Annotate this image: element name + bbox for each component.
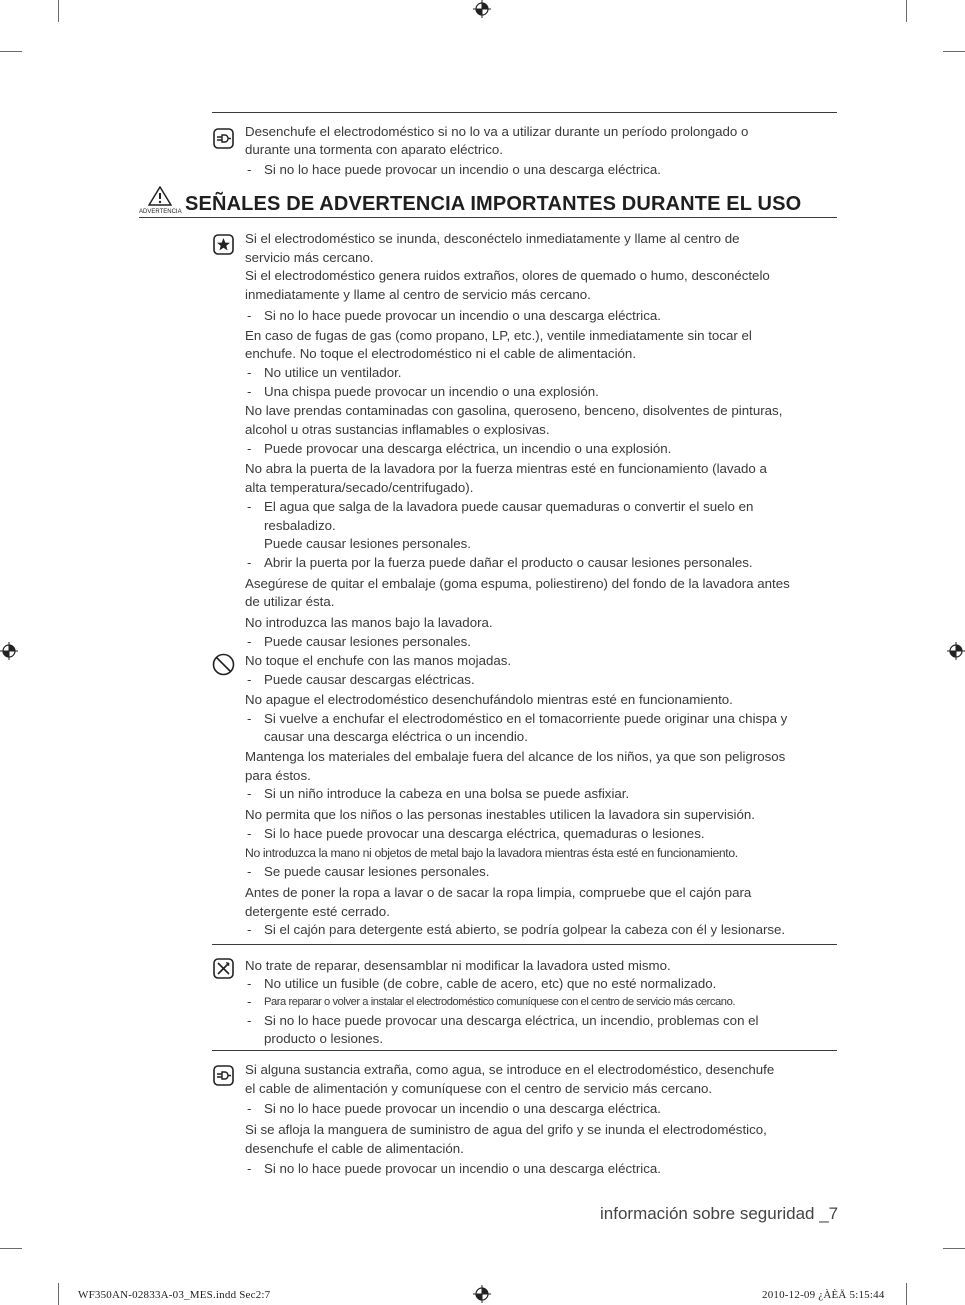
bullet-dash: - (247, 710, 252, 726)
bullet-line: Si el cajón para detergente está abierto, se podría golpear la cabeza con él y lesionarse. (264, 922, 786, 938)
bullet-line: causar una descarga eléctrica o un incendio. (264, 729, 528, 745)
paragraph-line: Desenchufe el electrodoméstico si no lo va a utilizar durante un período prolongado o (245, 124, 749, 139)
paragraph-line: Antes de poner la ropa a lavar o de sacar la ropa limpia, compruebe que el cajón para (245, 884, 752, 900)
crop-mark (58, 0, 59, 22)
repair-top-rule (212, 944, 837, 945)
bullet-dash: - (247, 1013, 252, 1028)
paragraph-line: servicio más cercano. (245, 249, 374, 265)
bullet-dash: - (247, 364, 252, 380)
bullet-dash: - (247, 498, 252, 514)
paragraph-line: alcohol u otras sustancias inflamables o explosivas. (245, 422, 550, 437)
bullet-line: No utilice un fusible (de cobre, cable de acero, etc) que no esté normalizado. (264, 976, 717, 991)
registration-mark-icon (0, 642, 18, 660)
bullet-line: Abrir la puerta por la fuerza puede dañar el producto o causar lesiones personales. (264, 554, 753, 570)
paragraph-line: Mantenga los materiales del embalaje fuera del alcance de los niños, ya que son peligrosos (245, 748, 786, 764)
slug-left: WF350AN-02833A-03_MES.indd Sec2:7 (78, 1289, 271, 1301)
paragraph-line: alta temperatura/secado/centrifugado). (245, 480, 474, 496)
paragraph-line: detergente esté cerrado. (245, 903, 390, 919)
bullet-line: Si vuelve a enchufar el electrodoméstico en el tomacorriente puede originar una chispa y (264, 710, 788, 726)
unplug-icon (213, 1065, 234, 1086)
bullet-line: Para reparar o volver a instalar el electrodoméstico comuníquese con el centro de servicio más cercano. (264, 996, 736, 1008)
paragraph-line: En caso de fugas de gas (como propano, LP, etc.), ventile inmediatamente sin tocar el (245, 327, 752, 343)
slug-right: 2010-12-09 ¿ÀÈÄ 5:15:44 (762, 1289, 885, 1301)
bullet-line: Si lo hace puede provocar una descarga eléctrica, quemaduras o lesiones. (264, 825, 705, 841)
bullet-line: Puede provocar una descarga eléctrica, un incendio o una explosión. (264, 440, 672, 456)
bullet-line: producto o lesiones. (264, 1031, 384, 1046)
paragraph-line: No permita que los niños o las personas inestables utilicen la lavadora sin supervisión. (245, 807, 755, 822)
bullet-dash: - (247, 786, 252, 802)
star-warning-icon (213, 234, 234, 255)
unplug-icon (213, 128, 234, 149)
bullet-dash: - (247, 1100, 252, 1116)
paragraph-line: No abra la puerta de la lavadora por la fuerza mientras esté en funcionamiento (lavado a (245, 461, 767, 477)
paragraph-line: No toque el enchufe con las manos mojadas. (245, 653, 512, 669)
paragraph-line: Si el electrodoméstico se inunda, desconéctelo inmediatamente y llame al centro de (245, 231, 740, 246)
top-rule (212, 112, 837, 113)
bullet-dash: - (247, 922, 252, 938)
crop-mark (0, 51, 22, 52)
paragraph-line: durante una tormenta con aparato eléctrico. (245, 142, 503, 157)
crop-mark (58, 1283, 59, 1305)
bullet-dash: - (247, 672, 252, 688)
paragraph-line: No trate de reparar, desensamblar ni modificar la lavadora usted mismo. (245, 958, 671, 973)
section-title: SEÑALES DE ADVERTENCIA IMPORTANTES DURANTE EL USO (185, 193, 802, 215)
crop-mark (943, 1248, 965, 1249)
paragraph-line: para éstos. (245, 767, 311, 783)
paragraph-line: Si se afloja la manguera de suministro de agua del grifo y se inunda el electrodoméstico, (245, 1121, 767, 1137)
bullet-dash: - (247, 307, 252, 323)
repair-bottom-rule (212, 1050, 837, 1051)
bullet-line: Si no lo hace puede provocar un incendio o una descarga eléctrica. (264, 1160, 661, 1176)
bullet-dash: - (247, 633, 252, 649)
bullet-line: Si no lo hace puede provocar un incendio o una descarga eléctrica. (264, 307, 661, 323)
paragraph-line: Si el electrodoméstico genera ruidos extraños, olores de quemado o humo, desconéctelo (245, 268, 770, 284)
page-footer: información sobre seguridad _7 (600, 1204, 839, 1223)
bullet-line: Una chispa puede provocar un incendio o una explosión. (264, 383, 599, 399)
no-touch-icon (212, 653, 235, 676)
paragraph-line: Si alguna sustancia extraña, como agua, se introduce en el electrodoméstico, desenchufe (245, 1062, 775, 1077)
paragraph-line: de utilizar ésta. (245, 594, 335, 610)
registration-mark-icon (947, 642, 965, 660)
bullet-dash: - (247, 440, 252, 456)
bullet-line: Si no lo hace puede provocar un incendio o una descarga eléctrica. (264, 1100, 661, 1116)
registration-mark-icon (473, 1285, 491, 1303)
paragraph-line: No introduzca las manos bajo la lavadora. (245, 615, 493, 630)
bullet-line: resbaladizo. (264, 517, 336, 533)
crop-mark (906, 0, 907, 22)
paragraph-line: enchufe. No toque el electrodoméstico ni el cable de alimentación. (245, 346, 637, 362)
bullet-dash: - (247, 1160, 252, 1176)
bullet-line: Si un niño introduce la cabeza en una bolsa se puede asfixiar. (264, 786, 630, 802)
warning-label: ADVERTENCIA (139, 209, 182, 215)
registration-mark-icon (473, 0, 491, 18)
paragraph-line: desenchufe el cable de alimentación. (245, 1140, 464, 1156)
paragraph-line: el cable de alimentación y comuníquese con el centro de servicio más cercano. (245, 1080, 713, 1096)
bullet-line: El agua que salga de la lavadora puede causar quemaduras o convertir el suelo en (264, 498, 754, 514)
bullet-line: Puede causar lesiones personales. (264, 536, 471, 552)
heading-rule (139, 217, 837, 218)
bullet-line: Se puede causar lesiones personales. (264, 864, 490, 880)
bullet-line: Si no lo hace puede provocar una descarga eléctrica, un incendio, problemas con el (264, 1013, 759, 1028)
crop-mark (943, 51, 965, 52)
bullet-line: Puede causar lesiones personales. (264, 633, 471, 649)
bullet-line: No utilice un ventilador. (264, 364, 402, 380)
paragraph-line: No introduzca la mano ni objetos de metal bajo la lavadora mientras ésta esté en funcionamiento. (245, 846, 738, 861)
bullet-dash: - (247, 162, 252, 177)
paragraph-line: No apague el electrodoméstico desenchufándolo mientras esté en funcionamiento. (245, 691, 733, 707)
paragraph-line: Asegúrese de quitar el embalaje (goma espuma, poliestireno) del fondo de la lavadora antes (245, 575, 790, 591)
bullet-dash: - (247, 976, 252, 991)
warning-tag (139, 186, 181, 215)
paragraph-line: No lave prendas contaminadas con gasolina, queroseno, benceno, disolventes de pinturas, (245, 403, 783, 419)
bullet-dash: - (247, 383, 252, 399)
crop-mark (906, 1283, 907, 1305)
no-repair-icon (213, 958, 234, 979)
bullet-dash: - (247, 554, 252, 570)
bullet-dash: - (247, 825, 252, 841)
warning-triangle-icon (148, 186, 172, 206)
bullet-dash: - (247, 994, 252, 1009)
bullet-dash: - (247, 864, 252, 880)
crop-mark (0, 1248, 22, 1249)
paragraph-line: Si no lo hace puede provocar un incendio o una descarga eléctrica. (264, 162, 661, 177)
paragraph-line: inmediatamente y llame al centro de servicio más cercano. (245, 287, 591, 303)
bullet-line: Puede causar descargas eléctricas. (264, 672, 475, 688)
